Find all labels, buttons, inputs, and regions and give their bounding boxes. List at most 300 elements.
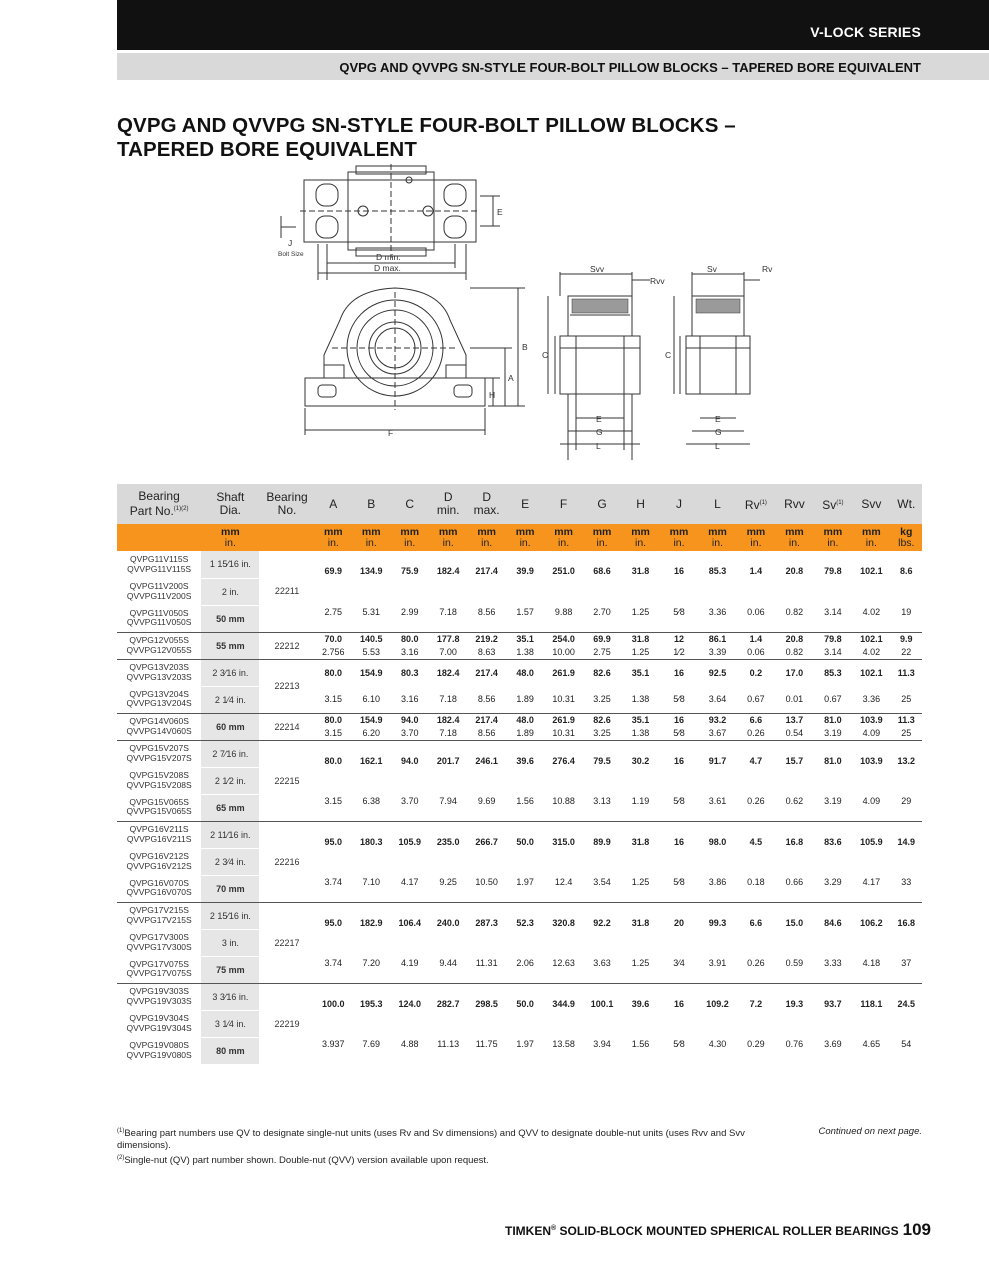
inch-value-cell: 7.94 bbox=[439, 795, 457, 806]
metric-value-cell: 35.1 bbox=[506, 632, 544, 646]
metric-value-cell: 75.9 bbox=[400, 566, 419, 577]
inch-value-cell: 4.09 bbox=[862, 728, 881, 738]
inch-value-cell: 1.97 bbox=[516, 1038, 534, 1049]
inch-value-cell: 1.89 bbox=[516, 728, 534, 738]
inch-value-cell: 9.69 bbox=[477, 795, 496, 806]
column-header: Svv bbox=[852, 484, 890, 524]
inch-value-cell: 25 bbox=[901, 694, 912, 705]
inch-value-cell: 33 bbox=[901, 876, 912, 887]
inch-value-cell: 3.16 bbox=[400, 694, 419, 705]
table-row bbox=[117, 659, 922, 673]
inch-value-cell: 9.44 bbox=[439, 957, 457, 968]
inch-value-cell: 3.19 bbox=[824, 728, 842, 738]
inch-value-cell: 2.75 bbox=[593, 647, 611, 657]
inch-value-cell: 0.82 bbox=[785, 606, 804, 617]
metric-value-cell: 6.6 bbox=[737, 902, 775, 943]
inch-value-cell: 3.70 bbox=[400, 728, 419, 738]
label-svv: Svv bbox=[590, 264, 605, 274]
table-row bbox=[117, 902, 922, 916]
inch-value-cell: 1.38 bbox=[631, 694, 650, 705]
metric-value-cell: 30.2 bbox=[621, 740, 659, 781]
table-row bbox=[117, 686, 922, 700]
inch-value-cell: 11.13 bbox=[437, 1038, 460, 1049]
metric-value-cell: 69.9 bbox=[324, 566, 343, 577]
column-header: B bbox=[352, 484, 390, 524]
metric-value-cell: 102.1 bbox=[852, 659, 890, 686]
label-l-double: L bbox=[596, 441, 601, 451]
part-number-cell: QVPG17V075S QVVPG17V075S bbox=[126, 958, 192, 979]
inch-value-cell: 2.99 bbox=[400, 606, 419, 617]
metric-value-cell: 50.0 bbox=[506, 983, 544, 1024]
metric-value-cell: 140.5 bbox=[352, 632, 390, 646]
column-header: Bearing No. bbox=[259, 484, 314, 524]
metric-value-cell: 315.0 bbox=[544, 821, 582, 862]
metric-value-cell: 84.6 bbox=[814, 902, 852, 943]
metric-value-cell: 9.9 bbox=[891, 632, 922, 646]
metric-value-cell: 15.0 bbox=[775, 902, 813, 943]
page-title-line-1: QVPG AND QVVPG SN-STYLE FOUR-BOLT PILLOW BLOCKS – bbox=[117, 114, 736, 137]
part-number-cell: QVPG16V212S QVVPG16V212S bbox=[126, 851, 192, 871]
metric-value-cell: 20.8 bbox=[775, 632, 813, 646]
footer-text: SOLID-BLOCK MOUNTED SPHERICAL ROLLER BEARINGS bbox=[556, 1224, 899, 1238]
metric-value-cell: 124.0 bbox=[390, 983, 428, 1024]
inch-value-cell: 3.74 bbox=[324, 957, 343, 968]
column-header: J bbox=[660, 484, 698, 524]
part-number-cell: QVPG15V207S QVVPG15V207S bbox=[117, 740, 201, 767]
metric-value-cell: 89.9 bbox=[583, 821, 621, 862]
inch-value-cell: 3.13 bbox=[593, 795, 611, 806]
inch-value-cell: 1.19 bbox=[631, 795, 650, 806]
metric-value-cell: 246.1 bbox=[467, 740, 505, 781]
metric-value-cell: 102.1 bbox=[852, 632, 890, 646]
footnotes bbox=[117, 1125, 757, 1167]
inch-value-cell: 3.14 bbox=[824, 606, 842, 617]
inch-value-cell: 1.97 bbox=[516, 876, 534, 887]
bearing-number-cell: 22219 bbox=[259, 983, 314, 1064]
part-number-cell: QVPG13V203S QVVPG13V203S bbox=[117, 659, 201, 686]
inch-value-cell: 0.59 bbox=[785, 957, 804, 968]
part-number-cell: QVPG15V208S QVVPG15V208S bbox=[126, 770, 192, 790]
inch-value-cell: 4.09 bbox=[862, 795, 881, 806]
inch-value-cell: 0.66 bbox=[785, 876, 804, 887]
metric-value-cell: 14.9 bbox=[891, 821, 922, 862]
metric-value-cell: 80.3 bbox=[390, 659, 428, 686]
metric-value-cell: 19.3 bbox=[775, 983, 813, 1024]
metric-value-cell: 39.6 bbox=[621, 983, 659, 1024]
unit-cell: mm in. bbox=[660, 524, 698, 551]
metric-value-cell: 154.9 bbox=[352, 659, 390, 686]
inch-value-cell: 3.937 bbox=[322, 1038, 345, 1049]
unit-cell: mm in. bbox=[315, 524, 352, 551]
column-header: A bbox=[315, 484, 352, 524]
bearing-number-cell: 22211 bbox=[274, 586, 300, 597]
shaft-dia-cell: 3 in. bbox=[201, 929, 259, 956]
metric-value-cell: 48.0 bbox=[506, 659, 544, 686]
metric-value-cell: 162.1 bbox=[352, 740, 390, 781]
metric-value-cell: 182.4 bbox=[429, 659, 467, 686]
inch-value-cell: 1.89 bbox=[516, 694, 534, 705]
series-title: V-LOCK SERIES bbox=[810, 24, 921, 40]
inch-value-cell: 54 bbox=[901, 1038, 912, 1049]
part-number-cell: QVPG16V070S QVVPG16V070S bbox=[126, 877, 192, 898]
metric-value-cell: 266.7 bbox=[467, 821, 505, 862]
metric-value-cell: 287.3 bbox=[467, 902, 505, 943]
shaft-dia-cell: 70 mm bbox=[201, 875, 259, 902]
column-header: H bbox=[621, 484, 659, 524]
part-number-cell: QVPG11V050S QVVPG11V050S bbox=[126, 607, 192, 628]
metric-value-cell: 261.9 bbox=[544, 713, 582, 727]
inch-value-cell: 9.88 bbox=[554, 606, 573, 617]
metric-value-cell: 298.5 bbox=[467, 983, 505, 1024]
metric-value-cell: 103.9 bbox=[852, 740, 890, 781]
inch-value-cell: 9.25 bbox=[439, 876, 457, 887]
part-number-cell: QVPG17V300S QVVPG17V300S bbox=[126, 932, 192, 952]
metric-value-cell: 39.6 bbox=[506, 740, 544, 781]
inch-value-cell: 0.26 bbox=[747, 957, 765, 968]
metric-value-cell: 35.1 bbox=[621, 713, 659, 727]
metric-value-cell: 109.2 bbox=[698, 983, 736, 1024]
metric-value-cell: 82.6 bbox=[583, 659, 621, 686]
metric-value-cell: 201.7 bbox=[429, 740, 467, 781]
inch-value-cell: 5⁄8 bbox=[673, 606, 685, 617]
metric-value-cell: 134.9 bbox=[359, 566, 383, 577]
metric-value-cell: 11.3 bbox=[891, 659, 922, 686]
inch-value-cell: 5⁄8 bbox=[673, 728, 685, 738]
inch-value-cell: 37 bbox=[901, 957, 912, 968]
metric-value-cell: 4.7 bbox=[737, 740, 775, 781]
inch-value-cell: 7.00 bbox=[439, 647, 457, 657]
metric-value-cell: 79.5 bbox=[583, 740, 621, 781]
inch-value-cell: 1.25 bbox=[631, 606, 650, 617]
table-row bbox=[117, 713, 922, 727]
metric-value-cell: 85.3 bbox=[708, 566, 727, 577]
unit-cell: mm in. bbox=[201, 524, 259, 551]
shaft-dia-cell: 2 1⁄4 in. bbox=[201, 686, 259, 713]
part-number-cell: QVPG16V211S QVVPG16V211S bbox=[117, 821, 201, 848]
section-header-bar bbox=[117, 53, 989, 80]
unit-cell bbox=[117, 524, 201, 551]
inch-value-cell: 3.15 bbox=[324, 694, 343, 705]
shaft-dia-cell: 3 1⁄4 in. bbox=[201, 1010, 259, 1037]
inch-value-cell: 0.01 bbox=[785, 694, 804, 705]
unit-cell: mm in. bbox=[583, 524, 621, 551]
metric-value-cell: 93.7 bbox=[814, 983, 852, 1024]
unit-cell: mm in. bbox=[429, 524, 467, 551]
metric-value-cell: 92.5 bbox=[698, 659, 736, 686]
shaft-dia-cell: 2 15⁄16 in. bbox=[201, 902, 259, 929]
column-header: Sv$^{(1)}$ bbox=[814, 484, 852, 524]
metric-value-cell: 20.8 bbox=[785, 566, 804, 577]
metric-value-cell: 81.0 bbox=[814, 713, 852, 727]
metric-value-cell: 219.2 bbox=[467, 632, 505, 646]
metric-value-cell: 16 bbox=[660, 659, 698, 686]
footer-brand: TIMKEN bbox=[505, 1224, 551, 1238]
page-title-line-2: TAPERED BORE EQUIVALENT bbox=[117, 138, 417, 161]
shaft-dia-cell: 60 mm bbox=[201, 713, 259, 740]
inch-value-cell: 3.19 bbox=[824, 795, 842, 806]
metric-value-cell: 102.1 bbox=[860, 566, 883, 577]
inch-value-cell: 7.18 bbox=[439, 694, 457, 705]
metric-value-cell: 99.3 bbox=[698, 902, 736, 943]
metric-value-cell: 100.1 bbox=[583, 983, 621, 1024]
metric-value-cell: 16 bbox=[673, 566, 684, 577]
inch-value-cell: 4.18 bbox=[862, 957, 881, 968]
label-l-single: L bbox=[715, 441, 720, 451]
inch-value-cell: 0.06 bbox=[747, 647, 765, 657]
column-header: D max. bbox=[467, 484, 505, 524]
inch-value-cell: 7.18 bbox=[439, 728, 457, 738]
column-header: F bbox=[544, 484, 582, 524]
inch-value-cell: 1.38 bbox=[516, 647, 534, 657]
label-bolt-size: Bolt Size bbox=[278, 251, 304, 258]
inch-value-cell: 3.33 bbox=[824, 957, 842, 968]
label-d-max: D max. bbox=[374, 263, 401, 273]
inch-value-cell: 1.57 bbox=[516, 606, 534, 617]
inch-value-cell: 5⁄8 bbox=[673, 795, 685, 806]
inch-value-cell: 1.25 bbox=[631, 876, 650, 887]
metric-value-cell: 70.0 bbox=[315, 632, 352, 646]
metric-value-cell: 16 bbox=[660, 821, 698, 862]
table-unit-row bbox=[117, 524, 922, 551]
bearing-number-cell: 22214 bbox=[259, 713, 314, 740]
part-number-cell: QVPG19V303S QVVPG19V303S bbox=[117, 983, 201, 1010]
metric-value-cell: 85.3 bbox=[814, 659, 852, 686]
column-header: Shaft Dia. bbox=[201, 484, 259, 524]
metric-value-cell: 16 bbox=[660, 983, 698, 1024]
inch-value-cell: 4.02 bbox=[862, 647, 881, 657]
inch-value-cell: 5.31 bbox=[362, 606, 381, 617]
column-header: E bbox=[506, 484, 544, 524]
table-header-row bbox=[117, 484, 922, 524]
metric-value-cell: 98.0 bbox=[698, 821, 736, 862]
page-number: 109 bbox=[902, 1220, 931, 1239]
inch-value-cell: 3.29 bbox=[824, 876, 842, 887]
inch-value-cell: 2.756 bbox=[322, 647, 345, 657]
inch-value-cell: 1.56 bbox=[631, 1038, 650, 1049]
label-c-single: C bbox=[665, 350, 672, 360]
metric-value-cell: 92.2 bbox=[583, 902, 621, 943]
column-header: Rv$^{(1)}$ bbox=[737, 484, 775, 524]
bearing-number-cell: 22213 bbox=[259, 659, 314, 713]
unit-cell: mm in. bbox=[698, 524, 736, 551]
metric-value-cell: 68.6 bbox=[593, 566, 611, 577]
metric-value-cell: 95.0 bbox=[315, 902, 352, 943]
label-g-double: G bbox=[596, 427, 603, 437]
metric-value-cell: 282.7 bbox=[429, 983, 467, 1024]
column-header: Bearing Part No.$^{(1)(2)}$ bbox=[117, 484, 201, 524]
unit-cell: mm in. bbox=[814, 524, 852, 551]
inch-value-cell: 5.53 bbox=[362, 647, 381, 657]
inch-value-cell: 6.10 bbox=[362, 694, 381, 705]
metric-value-cell: 52.3 bbox=[506, 902, 544, 943]
metric-value-cell: 16 bbox=[660, 740, 698, 781]
inch-value-cell: 12.4 bbox=[554, 876, 573, 887]
inch-value-cell: 12.63 bbox=[552, 957, 575, 968]
metric-value-cell: 20 bbox=[660, 902, 698, 943]
metric-value-cell: 180.3 bbox=[352, 821, 390, 862]
metric-value-cell: 106.2 bbox=[852, 902, 890, 943]
section-title: QVPG AND QVVPG SN-STYLE FOUR-BOLT PILLOW BLOCKS – TAPERED BORE EQUIVALENT bbox=[339, 60, 921, 75]
bearing-number-cell: 22216 bbox=[259, 821, 314, 902]
inch-value-cell: 3.61 bbox=[708, 795, 727, 806]
metric-value-cell: 320.8 bbox=[544, 902, 582, 943]
series-header-bar bbox=[117, 0, 989, 50]
inch-value-cell: 0.62 bbox=[785, 795, 804, 806]
table-row bbox=[117, 551, 922, 565]
metric-value-cell: 6.6 bbox=[737, 713, 775, 727]
metric-value-cell: 39.9 bbox=[516, 566, 534, 577]
inch-value-cell: 13.58 bbox=[552, 1038, 575, 1049]
metric-value-cell: 79.8 bbox=[824, 566, 842, 577]
inch-value-cell: 3.36 bbox=[862, 694, 881, 705]
shaft-dia-cell: 2 1⁄2 in. bbox=[201, 767, 259, 794]
inch-value-cell: 4.02 bbox=[862, 606, 881, 617]
inch-value-cell: 3.39 bbox=[708, 647, 727, 657]
metric-value-cell: 0.2 bbox=[737, 659, 775, 686]
metric-value-cell: 93.2 bbox=[698, 713, 736, 727]
inch-value-cell: 1.25 bbox=[631, 647, 650, 657]
metric-value-cell: 12 bbox=[660, 632, 698, 646]
metric-value-cell: 344.9 bbox=[544, 983, 582, 1024]
metric-value-cell: 195.3 bbox=[352, 983, 390, 1024]
metric-value-cell: 261.9 bbox=[544, 659, 582, 686]
shaft-dia-cell: 2 3⁄4 in. bbox=[201, 848, 259, 875]
inch-value-cell: 2.75 bbox=[324, 606, 343, 617]
inch-value-cell: 3.69 bbox=[824, 1038, 842, 1049]
inch-value-cell: 0.67 bbox=[824, 694, 842, 705]
column-header: D min. bbox=[429, 484, 467, 524]
footnote-2: $^{(2)}$Single-nut (QV) part number shown. Double-nut (QVV) version available upon request. bbox=[117, 1155, 489, 1167]
inch-value-cell: 10.31 bbox=[552, 694, 575, 705]
inch-value-cell: 0.82 bbox=[785, 647, 804, 657]
metric-value-cell: 94.0 bbox=[390, 713, 428, 727]
metric-value-cell: 240.0 bbox=[429, 902, 467, 943]
metric-value-cell: 251.0 bbox=[552, 566, 575, 577]
shaft-dia-cell: 2 in. bbox=[201, 578, 259, 605]
shaft-dia-cell: 1 15⁄16 in. bbox=[201, 551, 259, 578]
part-number-cell: QVPG11V200S QVVPG11V200S bbox=[126, 581, 192, 601]
shaft-dia-cell: 75 mm bbox=[201, 956, 259, 983]
metric-value-cell: 235.0 bbox=[429, 821, 467, 862]
metric-value-cell: 31.8 bbox=[621, 821, 659, 862]
metric-value-cell: 31.8 bbox=[631, 566, 650, 577]
metric-value-cell: 118.1 bbox=[852, 983, 890, 1024]
inch-value-cell: 7.69 bbox=[362, 1038, 381, 1049]
inch-value-cell: 0.26 bbox=[747, 795, 765, 806]
label-b: B bbox=[522, 342, 528, 352]
inch-value-cell: 3.94 bbox=[593, 1038, 611, 1049]
inch-value-cell: 5⁄8 bbox=[673, 694, 685, 705]
inch-value-cell: 3.54 bbox=[593, 876, 611, 887]
metric-value-cell: 16.8 bbox=[891, 902, 922, 943]
column-header: L bbox=[698, 484, 736, 524]
inch-value-cell: 7.20 bbox=[362, 957, 381, 968]
metric-value-cell: 182.4 bbox=[429, 713, 467, 727]
inch-value-cell: 0.67 bbox=[747, 694, 765, 705]
metric-value-cell: 16 bbox=[660, 713, 698, 727]
inch-value-cell: 11.31 bbox=[475, 957, 498, 968]
label-e-double: E bbox=[596, 414, 602, 424]
metric-value-cell: 1.4 bbox=[749, 566, 763, 577]
label-sv: Sv bbox=[707, 264, 717, 274]
inch-value-cell: 3.16 bbox=[400, 647, 419, 657]
inch-value-cell: 25 bbox=[901, 728, 912, 738]
metric-value-cell: 80.0 bbox=[315, 713, 352, 727]
label-e-single: E bbox=[715, 414, 721, 424]
metric-value-cell: 182.4 bbox=[436, 566, 460, 577]
inch-value-cell: 2.70 bbox=[593, 606, 611, 617]
metric-value-cell: 4.5 bbox=[737, 821, 775, 862]
inch-value-cell: 0.26 bbox=[747, 728, 765, 738]
inch-value-cell: 19 bbox=[901, 606, 912, 617]
inch-value-cell: 4.17 bbox=[400, 876, 419, 887]
metric-value-cell: 86.1 bbox=[698, 632, 736, 646]
inch-value-cell: 8.56 bbox=[477, 728, 496, 738]
inch-value-cell: 3.74 bbox=[324, 876, 343, 887]
metric-value-cell: 182.9 bbox=[352, 902, 390, 943]
column-header: C bbox=[390, 484, 428, 524]
inch-value-cell: 0.29 bbox=[747, 1038, 765, 1049]
inch-value-cell: 10.31 bbox=[552, 728, 575, 738]
shaft-dia-cell: 2 3⁄16 in. bbox=[201, 659, 259, 686]
inch-value-cell: 6.38 bbox=[362, 795, 381, 806]
inch-value-cell: 0.06 bbox=[747, 606, 765, 617]
inch-value-cell: 11.75 bbox=[475, 1038, 498, 1049]
metric-value-cell: 31.8 bbox=[621, 902, 659, 943]
part-number-cell: QVPG19V304S QVVPG19V304S bbox=[126, 1013, 192, 1033]
inch-value-cell: 3.25 bbox=[593, 694, 611, 705]
metric-value-cell: 103.9 bbox=[852, 713, 890, 727]
inch-value-cell: 7.10 bbox=[362, 876, 381, 887]
inch-value-cell: 10.88 bbox=[552, 795, 575, 806]
metric-value-cell: 13.2 bbox=[891, 740, 922, 781]
table-row bbox=[117, 821, 922, 835]
metric-value-cell: 105.9 bbox=[390, 821, 428, 862]
unit-cell: mm in. bbox=[544, 524, 582, 551]
inch-value-cell: 3.64 bbox=[708, 694, 727, 705]
label-rv: Rv bbox=[762, 264, 773, 274]
part-number-cell: QVPG14V060S QVVPG14V060S bbox=[117, 713, 201, 740]
metric-value-cell: 100.0 bbox=[315, 983, 352, 1024]
metric-value-cell: 15.7 bbox=[775, 740, 813, 781]
metric-value-cell: 31.8 bbox=[621, 632, 659, 646]
metric-value-cell: 80.0 bbox=[390, 632, 428, 646]
metric-value-cell: 8.6 bbox=[900, 566, 913, 577]
metric-value-cell: 80.0 bbox=[315, 659, 352, 686]
inch-value-cell: 3.91 bbox=[708, 957, 727, 968]
pillow-block-diagram bbox=[0, 160, 989, 470]
inch-value-cell: 4.17 bbox=[862, 876, 881, 887]
metric-value-cell: 79.8 bbox=[814, 632, 852, 646]
label-j: J bbox=[288, 238, 293, 248]
part-number-cell: QVPG15V065S QVVPG15V065S bbox=[126, 796, 192, 817]
inch-value-cell: 7.18 bbox=[439, 606, 457, 617]
inch-value-cell: 29 bbox=[901, 795, 912, 806]
metric-value-cell: 276.4 bbox=[544, 740, 582, 781]
metric-value-cell: 24.5 bbox=[891, 983, 922, 1024]
unit-cell: mm in. bbox=[775, 524, 813, 551]
shaft-dia-cell: 2 11⁄16 in. bbox=[201, 821, 259, 848]
page-footer: TIMKEN® SOLID-BLOCK MOUNTED SPHERICAL ROLLER BEARINGS 109 bbox=[505, 1220, 931, 1239]
part-number-cell: QVPG17V215S QVVPG17V215S bbox=[117, 902, 201, 929]
continued-note: Continued on next page. bbox=[818, 1126, 922, 1137]
part-number-cell: QVPG19V080S QVVPG19V080S bbox=[126, 1040, 192, 1060]
metric-value-cell: 7.2 bbox=[737, 983, 775, 1024]
metric-value-cell: 217.4 bbox=[475, 566, 498, 577]
inch-value-cell: 6.20 bbox=[362, 728, 381, 738]
dimensions-table bbox=[117, 484, 922, 1064]
label-f: F bbox=[388, 428, 394, 438]
